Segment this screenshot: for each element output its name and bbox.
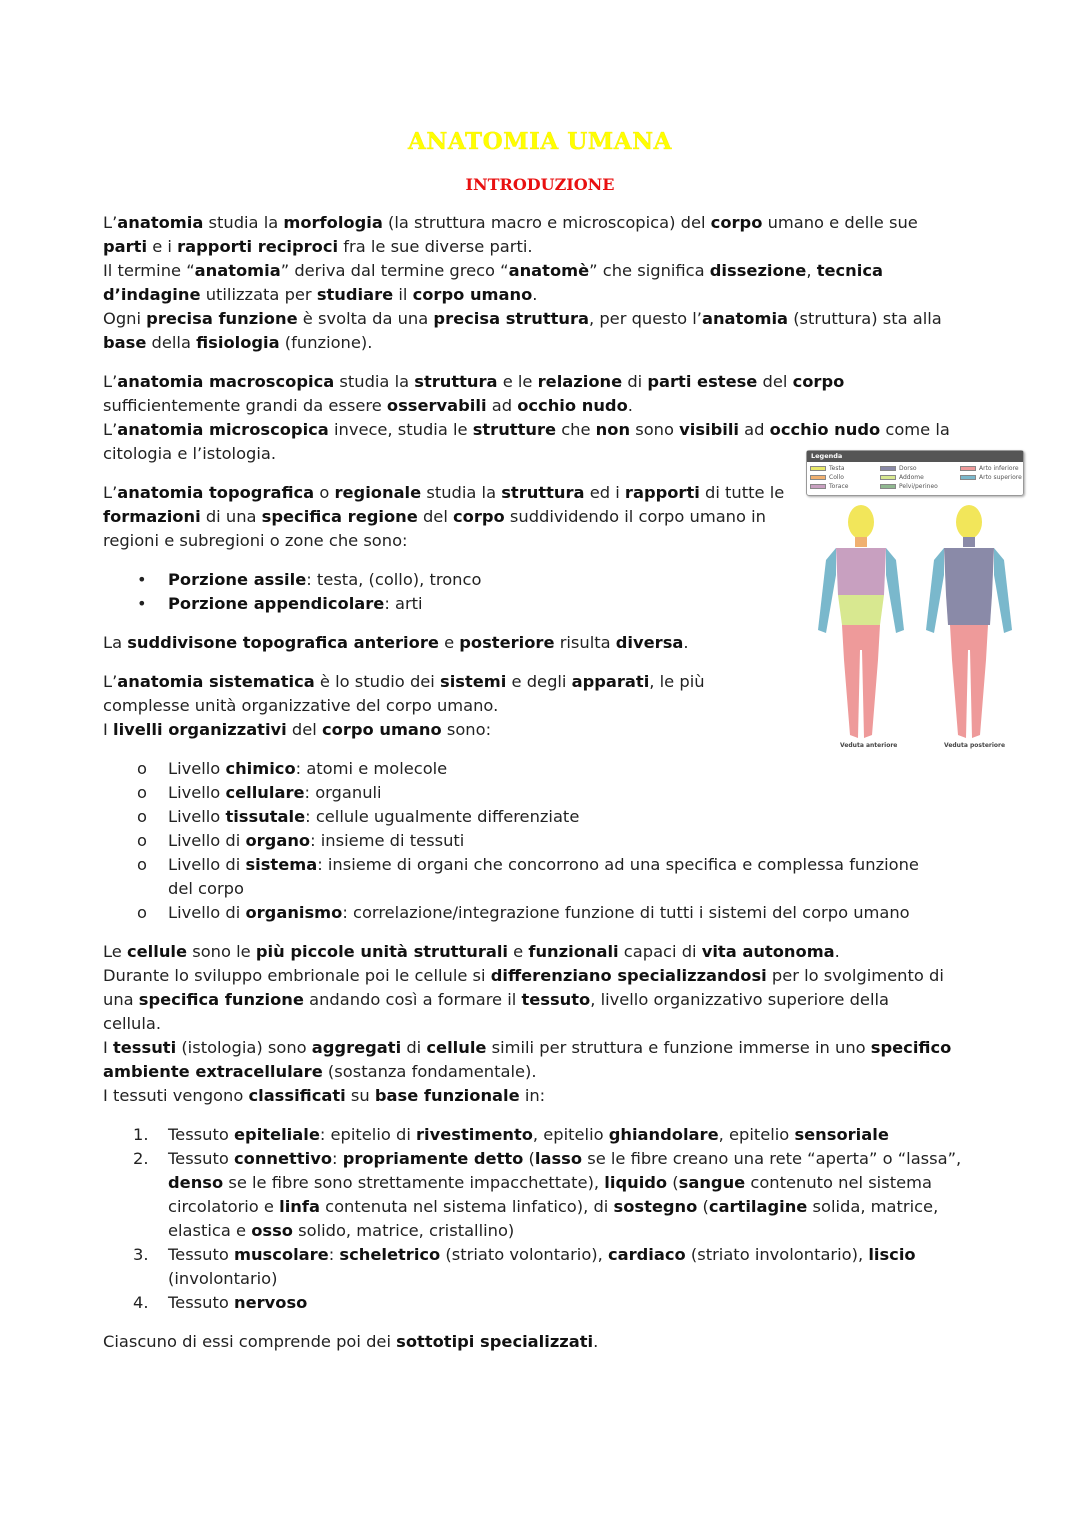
list-marker: o xyxy=(137,903,147,922)
text-run: è lo studio dei xyxy=(314,672,440,691)
bold-text: cardiaco xyxy=(607,1245,686,1264)
bold-text: funzionali xyxy=(528,942,619,961)
paragraph-conclusion xyxy=(103,1330,1003,1354)
list-item xyxy=(103,829,1003,853)
bold-text: sistema xyxy=(245,855,318,874)
bold-text: corpo xyxy=(792,372,845,391)
text-run: utilizzata per xyxy=(200,285,317,304)
section-title: INTRODUZIONE xyxy=(465,175,615,194)
list-marker: 2. xyxy=(133,1149,149,1168)
legend-item xyxy=(810,482,880,491)
bold-text: osso xyxy=(251,1221,293,1240)
bold-text: anatomia sistematica xyxy=(117,672,315,691)
text-run: Livello xyxy=(168,783,226,802)
text-run: ” deriva dal termine greco “ xyxy=(280,261,509,280)
bold-text: cellulare xyxy=(225,783,305,802)
text-run: (istologia) sono xyxy=(176,1038,312,1057)
text-run: Tessuto xyxy=(168,1149,234,1168)
text-run: studia la xyxy=(203,213,284,232)
text-run: o xyxy=(314,483,335,502)
list-item xyxy=(103,853,1003,901)
text-run: Livello di xyxy=(168,855,246,874)
text-run: : cellule ugualmente differenziate xyxy=(305,807,580,826)
text-run: solida, matrice, elastica e xyxy=(168,1197,939,1240)
list-marker: o xyxy=(137,759,147,778)
text-run: : correlazione/integrazione funzione di tutti i sistemi del corpo umano xyxy=(342,903,910,922)
bold-text: apparati xyxy=(571,672,650,691)
bold-text: differenziano specializzandosi xyxy=(490,966,767,985)
label-front-view: Veduta anteriore xyxy=(840,742,898,749)
legend-item xyxy=(960,473,1028,482)
bold-text: studiare xyxy=(316,285,394,304)
text-run: (striato involontario), xyxy=(685,1245,869,1264)
legend-swatch xyxy=(810,484,826,489)
text-run: e xyxy=(438,633,460,652)
bold-text: nervoso xyxy=(234,1293,308,1312)
right-arm-region xyxy=(886,548,904,633)
bold-text: anatomia xyxy=(117,213,204,232)
legs-region xyxy=(842,625,880,738)
page-title: ANATOMIA UMANA xyxy=(408,128,672,155)
bold-text: corpo umano xyxy=(321,720,442,739)
text-run: del xyxy=(757,372,793,391)
bold-text: parti xyxy=(103,237,148,256)
list-marker: • xyxy=(137,570,147,589)
bold-text: occhio nudo xyxy=(517,396,628,415)
legend-label: Collo xyxy=(829,474,844,481)
text-run: che xyxy=(556,420,596,439)
legend-swatch xyxy=(880,484,896,489)
bold-text: rapporti reciproci xyxy=(177,237,339,256)
text-run: (la struttura macro e microscopica) del xyxy=(382,213,711,232)
legend-item xyxy=(960,464,1028,473)
paragraph-intro xyxy=(103,211,1003,355)
text-run: , le più complesse unità organizzative del corpo umano. I xyxy=(103,672,705,739)
bold-text: Porzione appendicolare xyxy=(168,594,385,613)
legend-swatch xyxy=(810,475,826,480)
bold-text: struttura xyxy=(501,483,585,502)
bold-text: chimico xyxy=(225,759,296,778)
figure-legend xyxy=(806,450,1024,496)
text-run: in: xyxy=(519,1086,546,1105)
bold-text: suddivisone topografica anteriore xyxy=(127,633,439,652)
text-run: . L’ xyxy=(103,396,633,439)
bold-text: sangue xyxy=(678,1173,746,1192)
legend-swatch xyxy=(960,466,976,471)
list-marker: o xyxy=(137,831,147,850)
bold-text: sottotipi specializzati xyxy=(396,1332,594,1351)
bold-text: livelli organizzativi xyxy=(112,720,287,739)
text-run: L’ xyxy=(103,372,118,391)
text-run: : atomi e molecole xyxy=(295,759,448,778)
text-run: : arti xyxy=(384,594,423,613)
list-marker: 4. xyxy=(133,1293,149,1312)
left-arm-region xyxy=(818,548,836,633)
bold-text: morfologia xyxy=(283,213,383,232)
list-item xyxy=(103,1147,1003,1243)
bold-text: tessuti xyxy=(112,1038,177,1057)
bold-text: cartilagine xyxy=(708,1197,808,1216)
legend-swatch xyxy=(810,466,826,471)
paragraph-cellule-tessuti xyxy=(103,940,1003,1108)
legend-swatch xyxy=(960,475,976,480)
text-run: ad xyxy=(739,420,770,439)
text-run: come la citologia e l’istologia. xyxy=(103,420,950,463)
torso-region xyxy=(944,548,994,595)
bold-text: formazioni xyxy=(103,507,201,526)
text-run: La xyxy=(103,633,128,652)
text-run: Livello di xyxy=(168,903,246,922)
list-item xyxy=(103,781,1003,805)
text-run: (struttura) sta alla xyxy=(793,309,942,328)
bold-text: struttura xyxy=(414,372,498,391)
text-run: di tutte le xyxy=(705,483,785,502)
legend-item xyxy=(880,482,960,491)
legend-label: Pelvi/perineo xyxy=(899,483,938,490)
list-item xyxy=(103,1243,1003,1291)
bold-text: dissezione xyxy=(709,261,807,280)
bold-text: anatomia microscopica xyxy=(117,420,329,439)
text-run: , xyxy=(806,261,817,280)
bold-text: aggregati xyxy=(311,1038,402,1057)
text-run: (funzione). xyxy=(279,333,373,352)
bold-text: più piccole unità strutturali xyxy=(255,942,508,961)
bold-text: denso xyxy=(168,1173,224,1192)
bold-text: liquido xyxy=(604,1173,668,1192)
text-run: su xyxy=(345,1086,375,1105)
text-run: : organuli xyxy=(304,783,382,802)
bold-text: cellule xyxy=(126,942,188,961)
bold-text: osservabili xyxy=(386,396,487,415)
text-run: ad xyxy=(486,396,518,415)
text-run: e degli xyxy=(506,672,572,691)
legend-label: Arto superiore xyxy=(979,474,1022,481)
bold-text: epiteliale xyxy=(234,1125,320,1144)
text-run: , epitelio xyxy=(718,1125,795,1144)
text-run: ( xyxy=(667,1173,679,1192)
text-run: Livello di xyxy=(168,831,246,850)
bold-text: non xyxy=(595,420,631,439)
neck-region xyxy=(855,537,867,547)
legend-item xyxy=(880,464,960,473)
legs-region xyxy=(950,625,988,738)
bold-text: lasso xyxy=(534,1149,583,1168)
bold-text: classificati xyxy=(248,1086,346,1105)
bold-text: propriamente detto xyxy=(342,1149,524,1168)
bold-text: sostegno xyxy=(613,1197,698,1216)
bold-text: sistemi xyxy=(440,672,507,691)
text-run: e xyxy=(508,942,529,961)
torso-region xyxy=(836,548,886,595)
text-run: L’ xyxy=(103,213,118,232)
text-run: ( xyxy=(523,1149,535,1168)
legend-item xyxy=(810,473,880,482)
bold-text: occhio nudo xyxy=(769,420,881,439)
bold-text: tissutale xyxy=(225,807,306,826)
bold-text: diversa xyxy=(615,633,684,652)
bold-text: anatomia topografica xyxy=(117,483,315,502)
text-run: Livello xyxy=(168,807,226,826)
bold-text: corpo umano xyxy=(412,285,533,304)
bold-text: rivestimento xyxy=(416,1125,533,1144)
bold-text: specifica funzione xyxy=(138,990,304,1009)
text-run: . Ogni xyxy=(103,285,538,328)
bold-text: tecnica d’indagine xyxy=(103,261,883,304)
text-run: , livello organizzativo superiore della cellula. I xyxy=(103,990,889,1057)
bold-text: specifica regione xyxy=(261,507,418,526)
bold-text: Porzione assile xyxy=(168,570,307,589)
text-run: contenuto nel sistema circolatorio e xyxy=(168,1173,932,1216)
bold-text: vita autonoma xyxy=(701,942,835,961)
text-run: del xyxy=(286,720,322,739)
text-run: sono xyxy=(630,420,680,439)
bold-text: tessuto xyxy=(521,990,591,1009)
text-run: . xyxy=(593,1332,599,1351)
bold-text: visibili xyxy=(679,420,739,439)
bold-text: base xyxy=(103,333,147,352)
text-run: Tessuto xyxy=(168,1125,234,1144)
bold-text: strutture xyxy=(472,420,557,439)
legend-item xyxy=(810,464,880,473)
text-run: fra le sue diverse parti. Il termine “ xyxy=(103,237,533,280)
text-run: , epitelio xyxy=(532,1125,609,1144)
bold-text: fisiologia xyxy=(196,333,280,352)
text-run: Le xyxy=(103,942,127,961)
abdomen-region xyxy=(838,595,884,625)
list-marker: 1. xyxy=(133,1125,149,1144)
back-body xyxy=(926,505,1012,738)
bold-text: parti estese xyxy=(647,372,758,391)
legend-item xyxy=(880,473,960,482)
text-run: : insieme di tessuti xyxy=(310,831,465,850)
text-run: sono le xyxy=(187,942,256,961)
bold-text: relazione xyxy=(537,372,623,391)
bold-text: sensoriale xyxy=(794,1125,889,1144)
tissues-list xyxy=(103,1123,1003,1315)
document-body xyxy=(103,211,1006,1369)
legend-label: Testa xyxy=(829,465,845,472)
text-run: suddividendo il corpo umano in regioni e subregioni o zone che sono: xyxy=(103,507,766,550)
bold-text: anatomia xyxy=(701,309,789,328)
legend-label: Addome xyxy=(899,474,924,481)
right-arm-region xyxy=(994,548,1012,633)
left-arm-region xyxy=(926,548,944,633)
text-run: se le fibre sono strettamente impacchettate), xyxy=(223,1173,605,1192)
bold-text: linfa xyxy=(279,1197,320,1216)
text-run: L’ xyxy=(103,672,118,691)
list-item xyxy=(103,757,1003,781)
neck-region xyxy=(963,537,975,547)
text-run: : epitelio di xyxy=(319,1125,417,1144)
text-run: è svolta da una xyxy=(297,309,434,328)
bold-text: connettivo xyxy=(234,1149,333,1168)
text-run: contenuta nel sistema linfatico), di xyxy=(319,1197,614,1216)
bold-text: precisa funzione xyxy=(146,309,298,328)
text-run: (sostanza fondamentale). I tessuti vengono xyxy=(103,1062,537,1105)
levels-list xyxy=(103,757,1003,925)
text-run: . xyxy=(683,633,689,652)
bold-text: cellule xyxy=(426,1038,487,1057)
text-run: : xyxy=(328,1245,340,1264)
text-run: per lo svolgimento di una xyxy=(103,966,944,1009)
front-body xyxy=(818,505,904,738)
lower-back-region xyxy=(946,595,992,625)
text-run: , per questo l’ xyxy=(589,309,702,328)
list-item xyxy=(103,1123,1003,1147)
text-run: L’ xyxy=(103,483,118,502)
text-run: andando così a formare il xyxy=(303,990,522,1009)
bold-text: liscio xyxy=(868,1245,916,1264)
list-item xyxy=(103,901,1003,925)
legend-swatch xyxy=(880,466,896,471)
text-run: ed i xyxy=(584,483,625,502)
bold-text: organo xyxy=(245,831,311,850)
text-run: e i xyxy=(147,237,178,256)
bold-text: regionale xyxy=(334,483,422,502)
bold-text: ghiandolare xyxy=(608,1125,719,1144)
legend-swatch xyxy=(880,475,896,480)
text-run: (striato volontario), xyxy=(440,1245,608,1264)
head-region xyxy=(848,505,874,539)
legend-label: Torace xyxy=(829,483,849,490)
label-back-view: Veduta posteriore xyxy=(944,742,1006,749)
bold-text: anatomia xyxy=(194,261,281,280)
list-marker: o xyxy=(137,855,147,874)
text-run: di xyxy=(622,372,648,391)
bold-text: organismo xyxy=(245,903,343,922)
text-run: risulta xyxy=(554,633,616,652)
text-run: solido, matrice, cristallino) xyxy=(292,1221,515,1240)
bold-text: precisa struttura xyxy=(433,309,589,328)
text-run: di xyxy=(401,1038,427,1057)
list-marker: 3. xyxy=(133,1245,149,1264)
text-run: ” che significa xyxy=(589,261,710,280)
text-run: Livello xyxy=(168,759,226,778)
text-run: se le fibre creano una rete “aperta” o “lassa”, xyxy=(587,1149,962,1168)
text-run: studia la xyxy=(334,372,415,391)
text-run: (involontario) xyxy=(168,1269,278,1288)
bold-text: posteriore xyxy=(459,633,555,652)
head-region xyxy=(956,505,982,539)
text-run: : insieme di organi che concorrono ad una specifica e complessa funzione del corpo xyxy=(168,855,919,898)
text-run: studia la xyxy=(421,483,502,502)
text-run: sono: xyxy=(441,720,492,739)
text-run: e le xyxy=(497,372,538,391)
bold-text: corpo xyxy=(453,507,505,526)
legend-label: Dorso xyxy=(899,465,917,472)
text-run: : xyxy=(332,1149,343,1168)
bold-text: rapporti xyxy=(624,483,700,502)
bold-text: anatomè xyxy=(508,261,590,280)
bold-text: anatomia macroscopica xyxy=(117,372,335,391)
text-run: Tessuto xyxy=(168,1293,234,1312)
text-run: : testa, (collo), tronco xyxy=(306,570,482,589)
list-marker: o xyxy=(137,807,147,826)
body-regions-figure xyxy=(806,450,1024,755)
text-run: del xyxy=(417,507,454,526)
bold-text: corpo xyxy=(710,213,763,232)
bold-text: base funzionale xyxy=(374,1086,520,1105)
list-marker: • xyxy=(137,594,147,613)
text-run: Ciascuno di essi comprende poi dei xyxy=(103,1332,397,1351)
text-run: capaci di xyxy=(618,942,702,961)
legend-label: Arto inferiore xyxy=(979,465,1019,472)
text-run: ( xyxy=(697,1197,709,1216)
text-run: . Durante lo sviluppo embrionale poi le cellule si xyxy=(103,942,840,985)
text-run: di una xyxy=(200,507,262,526)
list-item xyxy=(103,1291,1003,1315)
text-run: sufficientemente grandi da essere xyxy=(103,396,382,415)
text-run: della xyxy=(146,333,197,352)
bold-text: specifico ambiente extracellulare xyxy=(103,1038,952,1081)
text-run: simili per struttura e funzione immerse in uno xyxy=(486,1038,871,1057)
bold-text: scheletrico xyxy=(339,1245,441,1264)
text-run: il xyxy=(393,285,413,304)
body-silhouettes xyxy=(806,500,1024,750)
text-run: invece, studia le xyxy=(328,420,473,439)
list-item xyxy=(103,805,1003,829)
text-run: Tessuto xyxy=(168,1245,234,1264)
legend-title: Legenda xyxy=(807,451,1023,462)
text-run: umano e delle sue xyxy=(767,213,918,232)
bold-text: muscolare xyxy=(234,1245,329,1264)
list-marker: o xyxy=(137,783,147,802)
